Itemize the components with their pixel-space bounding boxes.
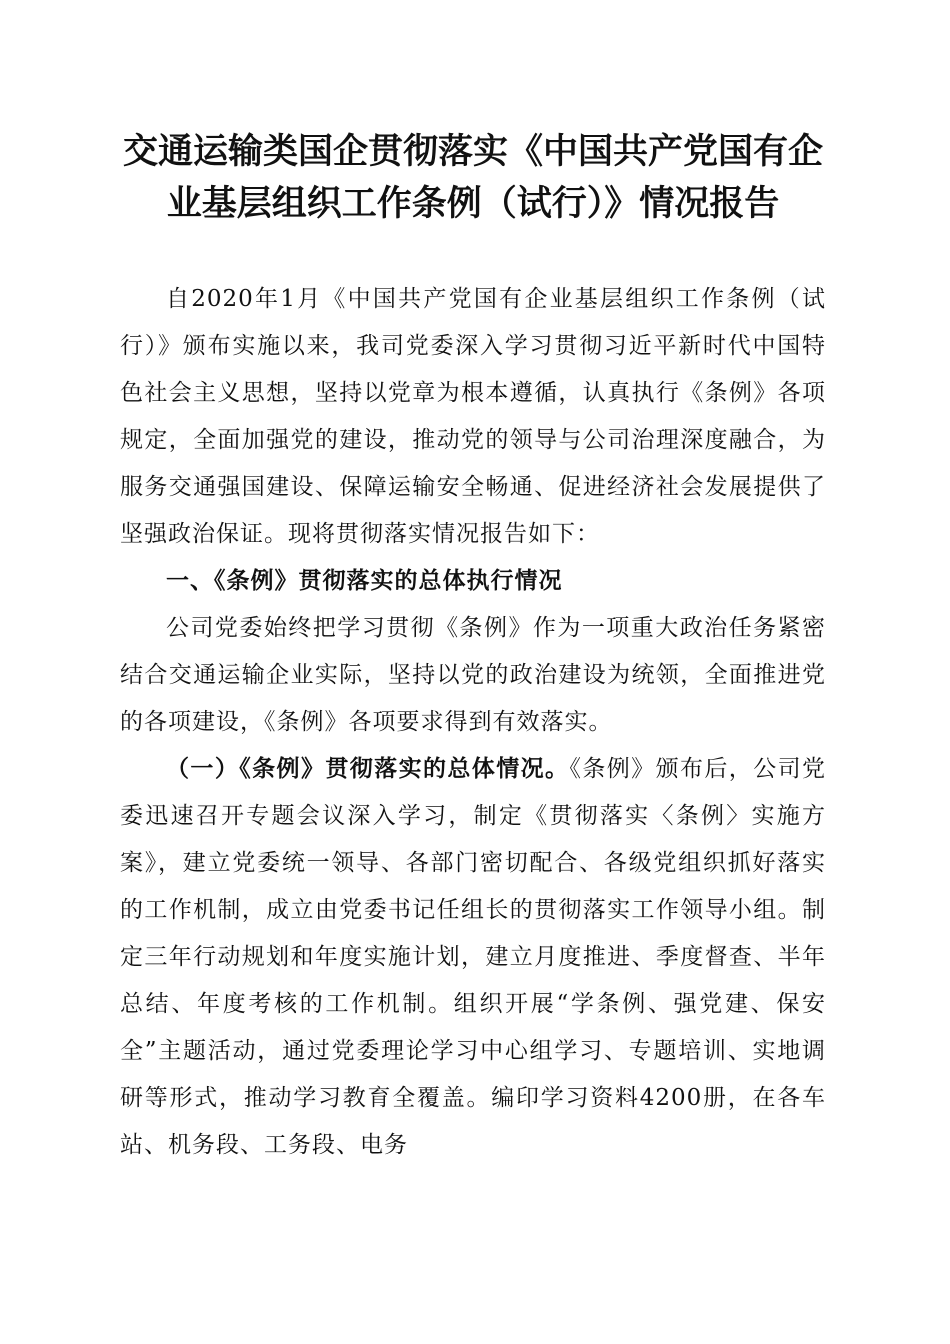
subsection-1-text: 《条例》颁布后，公司党委迅速召开专题会议深入学习，制定《贯彻落实〈条例〉实施方案》，建立党委统一领导、各部门密切配合、各级党组织抓好落实的工作机制，成立由党委书记任组长的贯彻落实工作领导小组。制定三年行动规划和年度实施计划，建立月度推进、季度督查、半年总结、年度考核的工作机制。组织开展“学条例、强党建、保安全”主题活动，通过党委理论学习中心组学习、专题培训、实地调研等形式，推动学习教育全覆盖。编印学习资料4200册，在各车站、机务段、工务段、电务 (120, 756, 827, 1158)
document-body (120, 276, 826, 1169)
document-title (120, 126, 826, 230)
section-heading-1: 一、《条例》贯彻落实的总体执行情况 (166, 568, 563, 594)
title-line-2: 业基层组织工作条例（试行）》情况报告 (166, 183, 780, 224)
subsection-heading-1: （一）《条例》贯彻落实的总体情况。 (166, 756, 570, 782)
intro-paragraph: 自2020年1月《中国共产党国有企业基层组织工作条例（试行）》颁布实施以来，我司党委深入学习贯彻习近平新时代中国特色社会主义思想，坚持以党章为根本遵循，认真执行《条例》各项规定，全面加强党的建设，推动党的领导与公司治理深度融合，为服务交通强国建设、保障运输安全畅通、促进经济社会发展提供了坚强政治保证。现将贯彻落实情况报告如下： (120, 286, 826, 547)
document-page (120, 126, 827, 1158)
title-line-1: 交通运输类国企贯彻落实《中国共产党国有企 (122, 131, 823, 172)
section-1-paragraph: 公司党委始终把学习贯彻《条例》作为一项重大政治任务紧密结合交通运输企业实际，坚持以党的政治建设为统领，全面推进党的各项建设，《条例》各项要求得到有效落实。 (120, 615, 826, 735)
subsection-1-paragraph (120, 746, 826, 1169)
